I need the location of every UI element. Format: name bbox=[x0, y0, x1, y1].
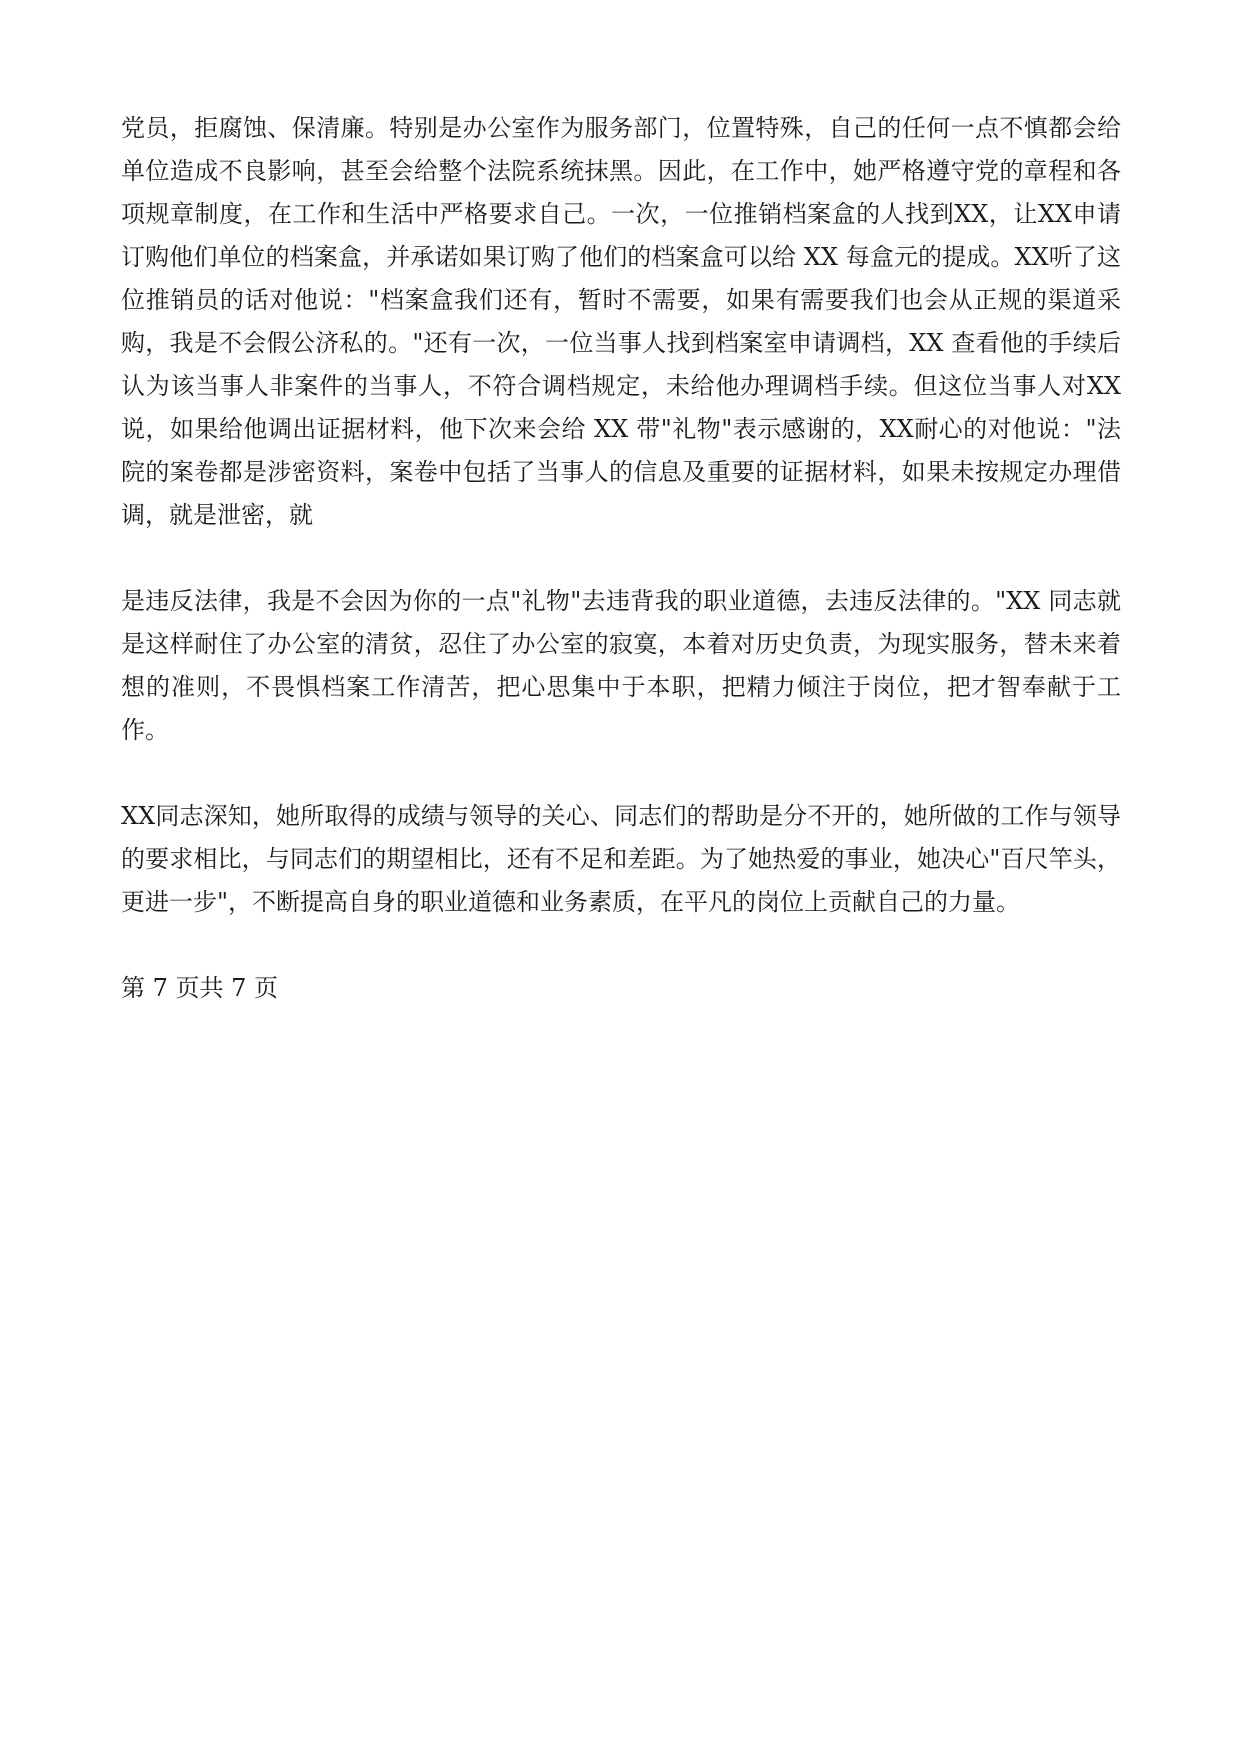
document-body bbox=[121, 107, 1121, 1010]
paragraph-1: 党员，拒腐蚀、保清廉。特别是办公室作为服务部门，位置特殊，自己的任何一点不慎都会给单位造成不良影响，甚至会给整个法院系统抹黑。因此，在工作中，她严格遵守党的章程和各项规章制度，在工作和生活中严格要求自己。一次，一位推销档案盒的人找到XX，让XX申请订购他们单位的档案盒，并承诺如果订购了他们的档案盒可以给 XX 每盒元的提成。XX听了这位推销员的话对他说："档案盒我们还有，暂时不需要，如果有需要我们也会从正规的渠道采购，我是不会假公济私的。"还有一次，一位当事人找到档案室申请调档，XX 查看他的手续后认为该当事人非案件的当事人，不符合调档规定，未给他办理调档手续。但这位当事人对XX说，如果给他调出证据材料，他下次来会给 XX 带"礼物"表示感谢的，XX耐心的对他说："法院的案卷都是涉密资料，案卷中包括了当事人的信息及重要的证据材料，如果未按规定办理借调，就是泄密，就 bbox=[121, 114, 1121, 529]
paragraph-2: 是违反法律，我是不会因为你的一点"礼物"去违背我的职业道德，去违反法律的。"XX 同志就是这样耐住了办公室的清贫，忍住了办公室的寂寞，本着对历史负责，为现实服务，替未来着想的准则，不畏惧档案工作清苦，把心思集中于本职，把精力倾注于岗位，把才智奉献于工作。 bbox=[121, 587, 1121, 744]
paragraph-3: XX同志深知，她所取得的成绩与领导的关心、同志们的帮助是分不开的，她所做的工作与领导的要求相比，与同志们的期望相比，还有不足和差距。为了她热爱的事业，她决心"百尺竿头，更进一步"，不断提高自身的职业道德和业务素质，在平凡的岗位上贡献自己的力量。 bbox=[121, 802, 1121, 916]
page-number-footer: 第 7 页共 7 页 bbox=[121, 974, 279, 1002]
